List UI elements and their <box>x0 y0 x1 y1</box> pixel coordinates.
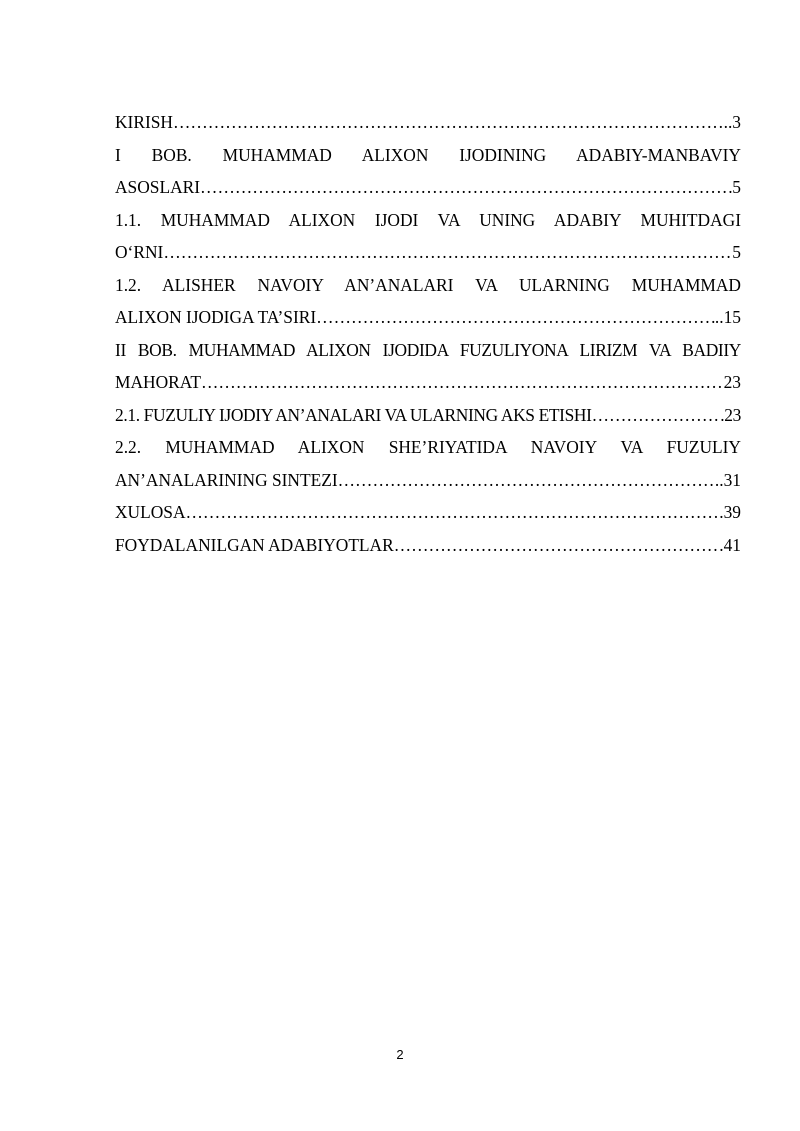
toc-entry-title: XULOSA <box>115 502 186 522</box>
toc-page-number: 23 <box>723 372 741 392</box>
toc-entry-kirish[interactable] <box>115 106 741 139</box>
toc-entry-title-line: II BOB. MUHAMMAD ALIXON IJODIDA FUZULIYONA LIRIZM VA BADIIY <box>115 339 741 360</box>
toc-page-number: ..3 <box>723 112 741 132</box>
toc-page-number: .41 <box>719 534 741 555</box>
toc-entry-title: AN’ANALARINING SINTEZI <box>115 469 338 490</box>
toc-page-number: ..15 <box>714 307 741 327</box>
toc-entry-title-line: 1.2. ALISHER NAVOIY AN’ANALARI VA ULARNING MUHAMMAD <box>115 274 741 295</box>
toc-entry-title: ALIXON IJODIGA TA’SIRI <box>115 307 317 327</box>
toc-entry-xulosa[interactable] <box>115 496 741 529</box>
page-number: 2 <box>396 1047 404 1062</box>
toc-entry-section-1-2[interactable] <box>115 269 741 334</box>
toc-entry-section-1-1[interactable] <box>115 204 741 269</box>
toc-entry-section-2-1[interactable] <box>115 399 741 432</box>
toc-page-number: .39 <box>719 502 741 522</box>
toc-entry-title-line: I BOB. MUHAMMAD ALIXON IJODINING ADABIY-MANBAVIY <box>115 144 741 165</box>
toc-leader-dots <box>592 399 721 432</box>
toc-entry-chapter-2[interactable] <box>115 334 741 399</box>
toc-entry-title-line: 2.2. MUHAMMAD ALIXON SHE’RIYATIDA NAVOIY VA FUZULIY <box>115 437 741 457</box>
toc-entry-title: FOYDALANILGAN ADABIYOTLAR <box>115 534 394 555</box>
toc-page-number: 5 <box>732 177 741 197</box>
toc-entry-chapter-1[interactable] <box>115 139 741 204</box>
toc-page-number: 5 <box>732 242 741 262</box>
toc-page-number: .23 <box>720 404 741 425</box>
toc-leader-dots <box>201 366 724 399</box>
toc-entry-title: ASOSLARI <box>115 177 201 197</box>
toc-entry-references[interactable] <box>115 529 741 562</box>
toc-entry-title: MAHORAT <box>115 372 201 392</box>
toc-leader-dots <box>163 236 732 269</box>
toc-leader-dots <box>186 496 720 529</box>
toc-leader-dots <box>394 529 720 562</box>
toc-leader-dots <box>173 106 724 139</box>
table-of-contents <box>115 106 741 561</box>
toc-entry-title: KIRISH <box>115 112 173 132</box>
toc-entry-title: 2.1. FUZULIY IJODIY AN’ANALARI VA ULARNING AKS ETISHI <box>115 404 592 425</box>
toc-entry-title: O‘RNI <box>115 242 164 262</box>
toc-leader-dots <box>338 464 715 497</box>
toc-leader-dots <box>316 301 715 334</box>
toc-leader-dots <box>200 171 732 204</box>
toc-entry-section-2-2[interactable] <box>115 431 741 496</box>
toc-page-number: ..31 <box>714 469 741 490</box>
toc-entry-title-line: 1.1. MUHAMMAD ALIXON IJODI VA UNING ADABIY MUHITDAGI <box>115 209 741 230</box>
